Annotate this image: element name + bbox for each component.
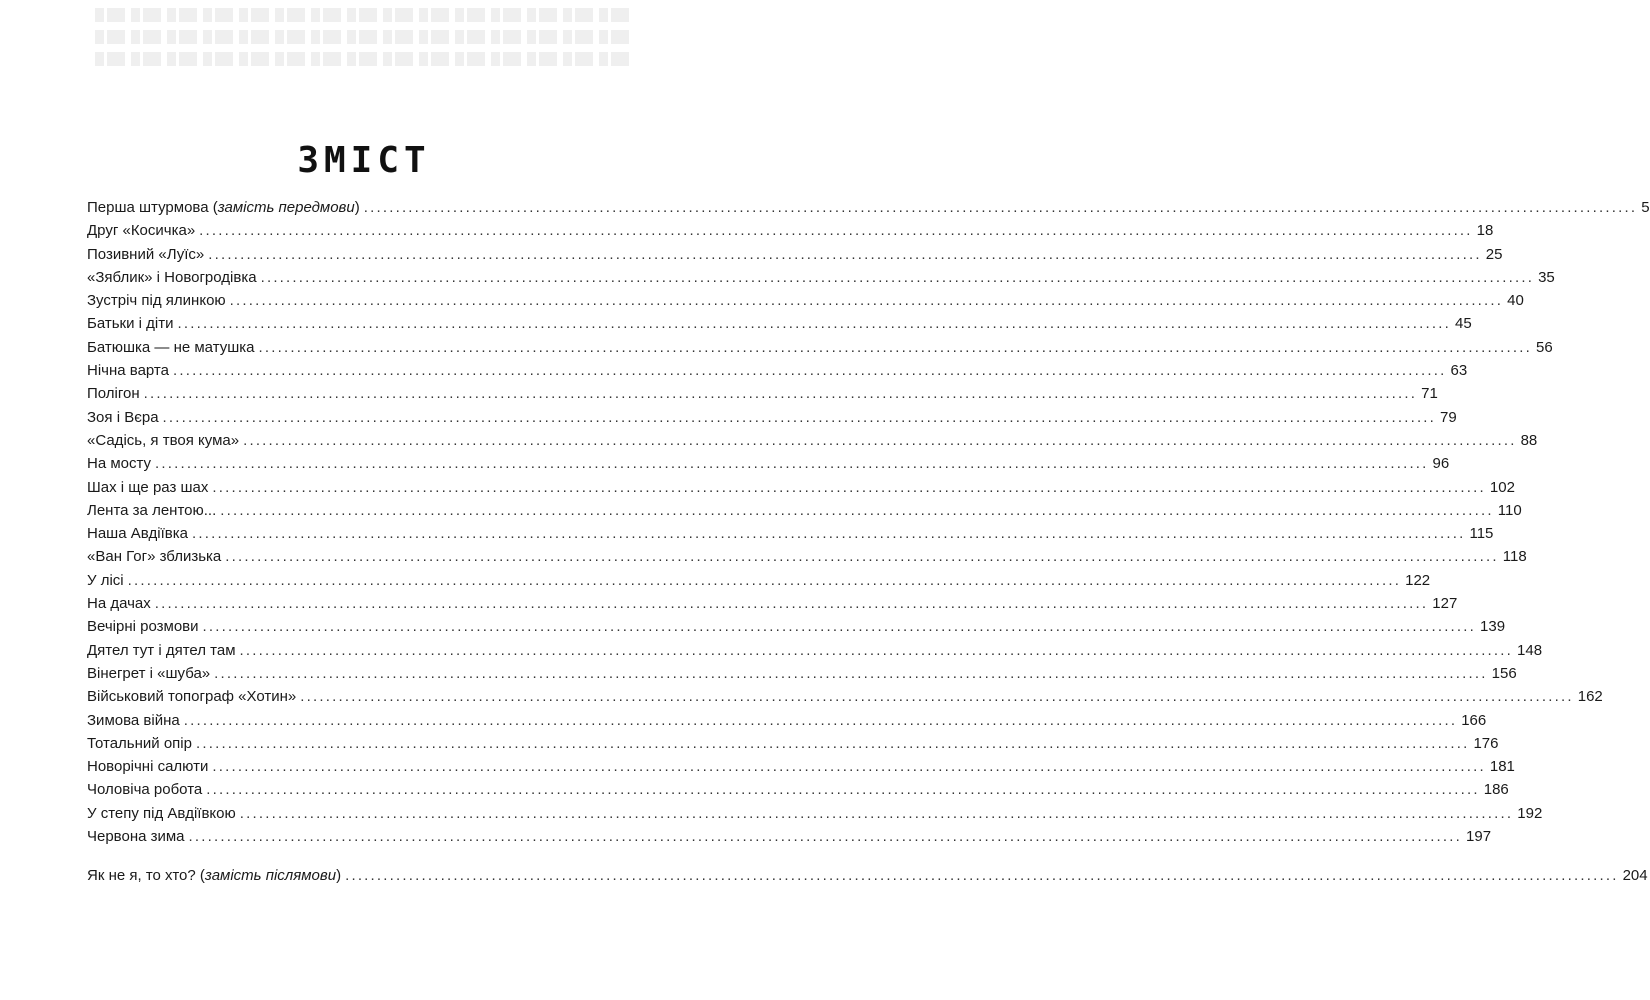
toc-entry-title: Чоловіча робота [87,781,203,799]
toc-entry [87,499,1522,522]
dot-leader: ........................................................................................................................................................................................................ [208,245,1482,263]
dot-leader: ........................................................................................................................................................................................................ [258,338,1533,356]
toc-entry-page: 79 [1440,408,1457,426]
toc-entry-page: 88 [1520,431,1538,449]
toc-entry-page: 204 [1622,867,1648,885]
toc-entry [87,825,1492,848]
toc-entry-title: Позивний «Луїс» [87,245,205,263]
toc-entry-page: 118 [1502,548,1527,566]
table-of-contents [87,196,1650,888]
dot-leader: ........................................................................................................................................................................................................ [220,501,1494,519]
toc-entry-page: 35 [1538,268,1555,286]
toc-entry-title: Вінегрет і «шуба» [87,664,211,682]
dot-leader: ........................................................................................................................................................................................................ [188,828,1463,846]
dot-leader: ........................................................................................................................................................................................................ [191,525,1466,543]
toc-entry-title: Тотальний опір [87,734,192,752]
toc-entry-page: 181 [1489,758,1515,776]
toc-entry [87,569,1431,592]
toc-entry-title: Як не я, то хто? (замість післямови) [87,867,342,885]
toc-entry-title: Друг «Косичка» [87,222,196,240]
toc-entry-title: Нічна варта [87,362,169,380]
bleed-through-text [95,0,635,80]
toc-entry [87,382,1438,405]
toc-entry-title: Вечірні розмови [87,618,199,636]
toc-entry [87,709,1487,732]
dot-leader: ........................................................................................................................................................................................................ [155,455,1429,473]
toc-entry-page: 25 [1485,245,1503,263]
toc-entry-title: Шах і ще раз шах [87,478,209,496]
toc-entry [87,219,1494,242]
toc-entry-title: Військовий топограф «Хотин» [87,688,297,706]
dot-leader: ........................................................................................................................................................................................................ [199,222,1473,240]
toc-entry [87,639,1543,662]
toc-entry [87,802,1543,825]
toc-entry-title: У лісі [87,571,124,589]
toc-entry-title: Батьки і діти [87,315,174,333]
toc-entry-page: 197 [1466,828,1492,846]
dot-leader: ........................................................................................................................................................................................................ [212,478,1486,496]
dot-leader: ........................................................................................................................................................................................................ [183,711,1458,729]
dot-leader: ........................................................................................................................................................................................................ [143,385,1418,403]
toc-entry [87,864,1648,887]
toc-entry-page: 127 [1432,595,1458,613]
toc-entry-title: У степу під Авдіївкою [87,804,236,822]
toc-entry-page: 192 [1517,804,1543,822]
toc-entry [87,522,1494,545]
toc-entry-title: «Зяблик» і Новогродівка [87,268,257,286]
toc-entry-page: 162 [1577,688,1603,706]
toc-entry [87,266,1555,289]
toc-entry [87,755,1515,778]
dot-leader: ........................................................................................................................................................................................................ [239,804,1514,822]
toc-entry-page: 40 [1507,292,1524,310]
toc-entry [87,615,1506,638]
dot-leader: ........................................................................................................................................................................................................ [225,548,1499,566]
toc-entry-title: На мосту [87,455,152,473]
toc-entry-page: 56 [1536,338,1553,356]
toc-entry-title: Лента за лентою... [87,501,217,519]
toc-entry-page: 63 [1450,362,1468,380]
toc-entry-title: Дятел тут і дятел там [87,641,236,659]
toc-entry-title: Полігон [87,385,140,403]
toc-entry-title: «Садісь, я твоя кума» [87,431,240,449]
toc-entry-title: Перша штурмова (замість передмови) [87,199,360,216]
dot-leader: ........................................................................................................................................................................................................ [229,292,1504,310]
toc-entry-page: 148 [1517,641,1543,659]
toc-entry-page: 122 [1405,571,1431,589]
toc-entry-page: 5 [1641,199,1650,216]
toc-entry-title: На дачах [87,595,151,613]
toc-entry [87,592,1458,615]
toc-entry [87,359,1468,382]
toc-entry [87,685,1603,708]
dot-leader: ........................................................................................................................................................................................................ [239,641,1514,659]
toc-entry [87,476,1515,499]
dot-leader: ........................................................................................................................................................................................................ [172,362,1447,380]
toc-entry-page: 186 [1483,781,1509,799]
toc-entry-page: 156 [1491,664,1517,682]
toc-entry-page: 176 [1473,734,1499,752]
toc-entry-page: 102 [1489,478,1515,496]
toc-entry [87,243,1503,266]
dot-leader: ........................................................................................................................................................................................................ [363,199,1638,216]
toc-entry [87,662,1517,685]
toc-entry [87,545,1527,568]
toc-entry [87,452,1450,475]
dot-leader: ........................................................................................................................................................................................................ [127,571,1402,589]
toc-entry-title: Батюшка — не матушка [87,338,255,356]
dot-leader: ........................................................................................................................................................................................................ [177,315,1451,333]
toc-entry [87,312,1472,335]
toc-entry-page: 71 [1421,385,1438,403]
toc-entry [87,406,1457,429]
dot-leader: ........................................................................................................................................................................................................ [202,618,1477,636]
page-title: ЗМІСТ [297,140,431,181]
dot-leader: ........................................................................................................................................................................................................ [260,268,1535,286]
toc-entry-page: 115 [1469,525,1494,543]
dot-leader: ........................................................................................................................................................................................................ [212,758,1486,776]
toc-entry [87,778,1509,801]
toc-entry-page: 45 [1454,315,1472,333]
toc-entry-title: Новорічні салюти [87,758,209,776]
toc-entry-title: Наша Авдіївка [87,525,188,543]
dot-leader: ........................................................................................................................................................................................................ [162,408,1437,426]
toc-entry-title: Червона зима [87,828,185,846]
dot-leader: ........................................................................................................................................................................................................ [300,688,1574,706]
toc-entry-title: Зустріч під ялинкою [87,292,226,310]
toc-entry [87,732,1499,755]
toc-entry [87,429,1538,452]
dot-leader: ........................................................................................................................................................................................................ [243,431,1517,449]
dot-leader: ........................................................................................................................................................................................................ [214,664,1488,682]
dot-leader: ........................................................................................................................................................................................................ [206,781,1480,799]
toc-entry-title: «Ван Гог» зблизька [87,548,222,566]
toc-entry-title: Зимова війна [87,711,180,729]
toc-entry-page: 110 [1497,501,1522,519]
toc-entry [87,196,1650,219]
toc-entry-page: 166 [1461,711,1487,729]
toc-entry-title: Зоя і Вєра [87,408,159,426]
toc-entry [87,289,1524,312]
dot-leader: ........................................................................................................................................................................................................ [154,595,1429,613]
dot-leader: ........................................................................................................................................................................................................ [345,867,1619,885]
toc-entry-page: 96 [1432,455,1450,473]
toc-entry-page: 18 [1476,222,1494,240]
dot-leader: ........................................................................................................................................................................................................ [195,734,1470,752]
toc-entry [87,336,1553,359]
toc-entry-page: 139 [1480,618,1506,636]
